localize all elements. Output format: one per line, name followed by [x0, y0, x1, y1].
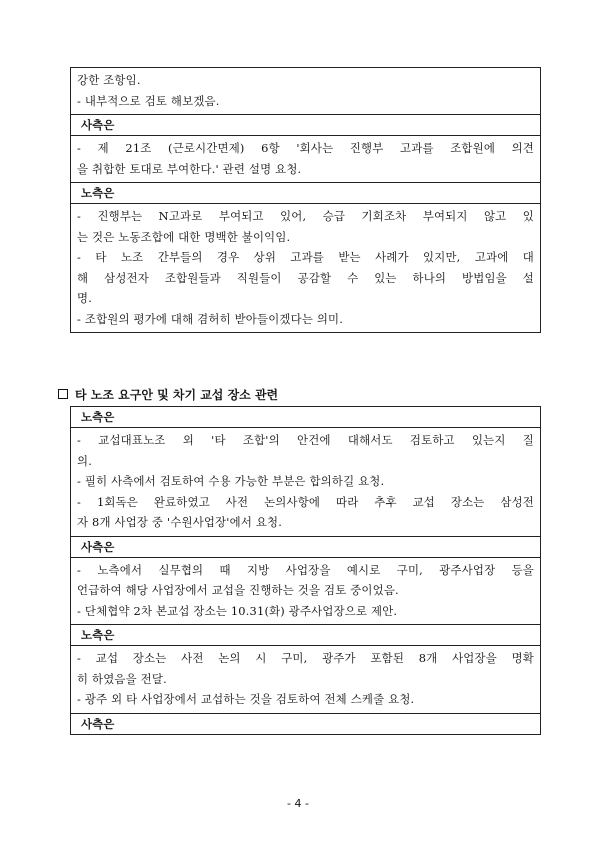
statement-line: 명. [77, 291, 93, 305]
statement-line: - 필히 사측에서 검토하여 수용 가능한 부분은 합의하길 요청. [77, 474, 385, 488]
statement-line: - 노측에서 실무협의 때 지방 사업장을 예시로 구미, 광주사업장 등을 [77, 562, 534, 577]
statement-row [71, 427, 540, 536]
statement-line: - 교섭대표노조 외 '타 조합'의 안건에 대해서도 검토하고 있는지 질 [77, 433, 534, 447]
speaker-label: 사측은 [81, 539, 115, 554]
statement-line: 히 하였음을 전달. [77, 671, 167, 686]
statement-line: - 진행부는 N고과로 부여되고 있어, 승급 기회조차 부여되지 않고 있 [77, 209, 534, 223]
section-heading-text: 타 노조 요구안 및 차기 교섭 장소 관련 [75, 387, 279, 402]
statement-line: - 교섭 장소는 사전 논의 시 구미, 광주가 포함된 8개 사업장을 명확 [77, 651, 534, 665]
statement-row [71, 645, 540, 713]
statement-row [71, 68, 540, 114]
statement-line: - 제 21조 (근로시간면제) 6항 '회사는 진행부 고과를 조합원에 의견 [77, 141, 534, 155]
speaker-label: 사측은 [81, 716, 115, 731]
speaker-row [71, 536, 540, 557]
speaker-label: 사측은 [81, 118, 115, 132]
speaker-row [71, 713, 540, 734]
statement-line: - 조합원의 평가에 대해 겸허히 받아들이겠다는 의미. [77, 311, 344, 326]
minutes-table-other-union [70, 406, 541, 735]
section-heading [58, 384, 278, 404]
statement-row [71, 557, 540, 625]
speaker-row [71, 182, 540, 203]
statement-line: - 단체협약 2차 본교섭 장소는 10.31(화) 광주사업장으로 제안. [77, 603, 398, 618]
statement-line: 는 것은 노동조합에 대한 명백한 불이익임. [77, 229, 291, 244]
statement-line: - 타 노조 간부들의 경우 상위 고과를 받는 사례가 있지만, 고과에 대 [77, 250, 534, 264]
statement-line: 을 취합한 토대로 부여한다.' 관련 설명 요청. [77, 161, 302, 176]
speaker-label: 노측은 [81, 410, 115, 424]
page-number: - 4 - [287, 797, 309, 810]
statement-line: 언급하여 해당 사업장에서 교섭을 진행하는 것을 검토 중이었음. [77, 583, 399, 597]
statement-line: - 1회독은 완료하였고 사전 논의사항에 따라 추후 교섭 장소는 삼성전 [77, 494, 534, 509]
minutes-table-continued [70, 67, 541, 333]
speaker-row [71, 407, 540, 427]
speaker-label: 노측은 [81, 186, 115, 200]
statement-line: 해 삼성전자 조합원들과 직원들이 공감할 수 있는 하나의 방법임을 설 [77, 270, 534, 285]
checkbox-square-icon [58, 389, 68, 399]
speaker-row [71, 114, 540, 135]
statement-line: 의. [77, 453, 93, 468]
statement-line: 강한 조항임. [77, 73, 141, 87]
statement-line: - 광주 외 타 사업장에서 교섭하는 것을 검토하여 전체 스케줄 요청. [77, 692, 415, 706]
statement-line: - 내부적으로 검토 해보겠음. [77, 93, 220, 108]
statement-line: 자 8개 사업장 중 '수원사업장'에서 요청. [77, 515, 283, 529]
statement-row [71, 203, 540, 332]
speaker-label: 노측은 [81, 628, 115, 642]
speaker-row [71, 624, 540, 645]
statement-row [71, 135, 540, 182]
